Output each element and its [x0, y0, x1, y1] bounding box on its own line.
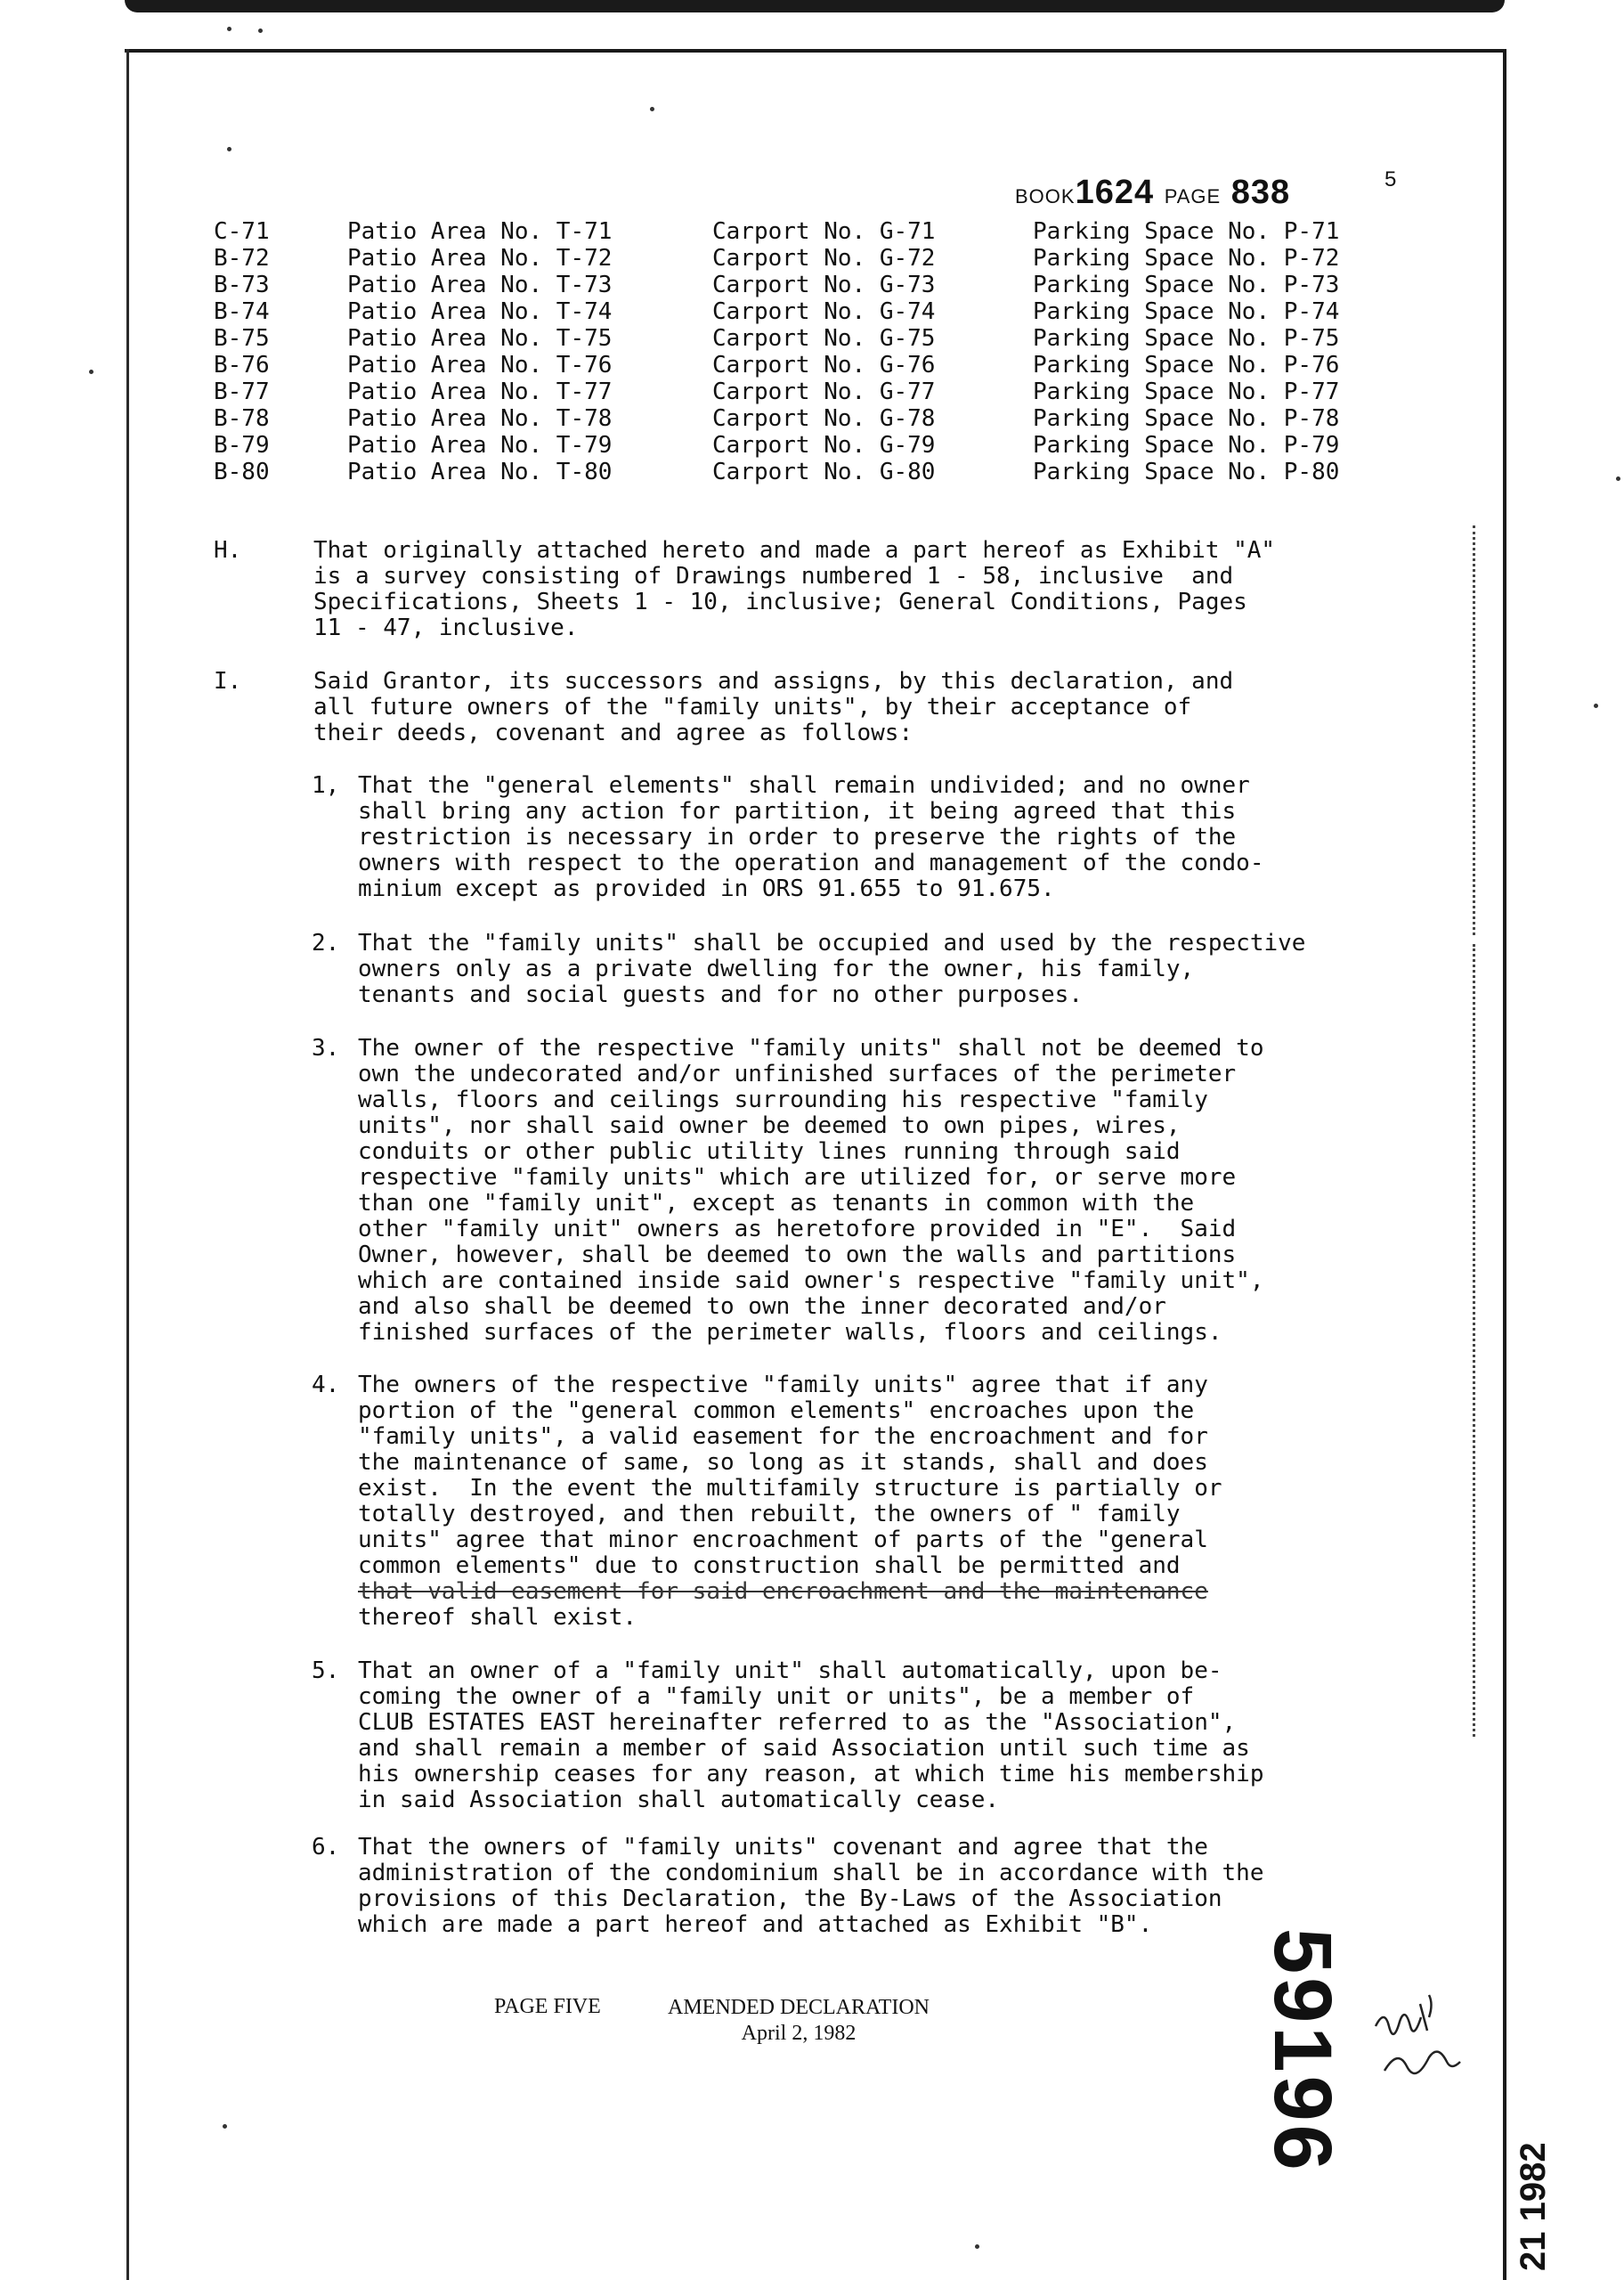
recording-date: 21 1982 [1514, 2142, 1553, 2271]
margin-dotted-line [1473, 525, 1479, 935]
carport-cell: Carport No. G-71 [712, 218, 936, 245]
page-prefix: PAGE [1164, 185, 1222, 208]
scan-speck [227, 27, 231, 31]
carport-cell: Carport No. G-79 [712, 432, 936, 459]
page-border-right [1503, 49, 1506, 2280]
carport-cell: Carport No. G-74 [712, 298, 936, 325]
carport-cell: Carport No. G-75 [712, 325, 936, 352]
patio-area-cell: Patio Area No. T-78 [347, 405, 613, 432]
page-number: 838 [1230, 174, 1291, 211]
item-text: The owner of the respective "family units" shall not be deemed to own the undecorated and/or unfinished surfaces of the perimeter walls, floors and ceilings surrounding his respective "family units", nor shall said owner be deemed to own pipes, wires, conduits or other public utility lines running through said respective "family units" which are utilized for, or serve more than one "family unit", except as tenants in common with the other "family unit" owners as heretofore provided in "E". Said Owner, however, shall be deemed to own the walls and partitions which are contained inside said owner's respective "family unit", and also shall be deemed to own the inner decorated and/or finished surfaces of the perimeter walls, floors and ceilings. [358, 1035, 1264, 1346]
patio-area-cell: Patio Area No. T-80 [347, 459, 613, 485]
carport-cell: Carport No. G-77 [712, 379, 936, 405]
unit-number-cell: B-72 [214, 245, 270, 272]
scan-speck [89, 370, 93, 374]
scan-speck [227, 147, 231, 151]
scan-speck [650, 107, 654, 111]
item-text: That an owner of a "family unit" shall automatically, upon be- coming the owner of a "family unit or units", be a member of CLUB ESTATES EAST hereinafter referred to as the "Association", and shall remain a member of said Association until such time as his ownership ceases for any reason, at which time his membership in said Association shall automatically cease. [358, 1657, 1264, 1813]
patio-area-cell: Patio Area No. T-79 [347, 432, 613, 459]
item-text: That the owners of "family units" covenant and agree that the administration of the condominium shall be in accordance with the provisions of this Declaration, the By-Laws of the Association which are made a part hereof and attached as Exhibit "B". [358, 1834, 1264, 1938]
item-number: 5. [312, 1657, 340, 1684]
footer-doc-title: AMENDED DECLARATION [668, 1996, 930, 2019]
item-text: That the "family units" shall be occupied and used by the respective owners only as a private dwelling for the owner, his family, tenants and social guests and for no other purposes. [358, 930, 1306, 1008]
footer-title-block [668, 1995, 930, 2047]
unit-number-cell: B-78 [214, 405, 270, 432]
carport-cell: Carport No. G-78 [712, 405, 936, 432]
unit-number-cell: B-75 [214, 325, 270, 352]
parking-space-cell: Parking Space No. P-73 [1033, 272, 1340, 298]
scan-speck [1616, 476, 1620, 481]
parking-space-cell: Parking Space No. P-79 [1033, 432, 1340, 459]
unit-number-cell: B-76 [214, 352, 270, 379]
parking-space-cell: Parking Space No. P-80 [1033, 459, 1340, 485]
item-number: 1, [312, 772, 340, 799]
recording-number-stamp [1257, 1928, 1358, 2174]
patio-area-cell: Patio Area No. T-74 [347, 298, 613, 325]
patio-area-cell: Patio Area No. T-77 [347, 379, 613, 405]
parking-space-cell: Parking Space No. P-74 [1033, 298, 1340, 325]
item-text: The owners of the respective "family units" agree that if any portion of the "general common elements" encroaches upon the "family units", a valid easement for the encroachment and for the maintenance of same, so long as it stands, shall and does exist. In the event the multifamily structure is partially or totally destroyed, and then rebuilt, the owners of " family units" agree that minor encroachment of parts of the "general common elements" due to construction shall be permitted and [358, 1372, 1222, 1579]
scan-speck [1594, 704, 1598, 708]
patio-area-cell: Patio Area No. T-72 [347, 245, 613, 272]
footer-page-label: PAGE FIVE [494, 1995, 601, 2018]
item-tail-text: thereof shall exist. [358, 1604, 637, 1631]
section-h-label: H. [214, 537, 242, 564]
item-struck-text: that valid easement for said encroachment and the maintenance [358, 1578, 1208, 1605]
carport-cell: Carport No. G-72 [712, 245, 936, 272]
item-number: 3. [312, 1035, 340, 1062]
unit-number-cell: B-79 [214, 432, 270, 459]
book-page-reference [1015, 174, 1290, 212]
margin-dotted-line [1473, 944, 1479, 1737]
item-text: That the "general elements" shall remain undivided; and no owner shall bring any action for partition, it being agreed that this restriction is necessary in order to preserve the rights of the owners with respect to the operation and management of the condo- minium except as provided in ORS 91.655 to 91.675. [358, 772, 1264, 902]
parking-space-cell: Parking Space No. P-77 [1033, 379, 1340, 405]
unit-number-cell: C-71 [214, 218, 270, 245]
parking-space-cell: Parking Space No. P-76 [1033, 352, 1340, 379]
parking-space-cell: Parking Space No. P-72 [1033, 245, 1340, 272]
footer-date: April 2, 1982 [741, 2022, 857, 2045]
unit-number-cell: B-73 [214, 272, 270, 298]
scan-top-bar [125, 0, 1505, 12]
patio-area-cell: Patio Area No. T-73 [347, 272, 613, 298]
recording-date-stamp [1514, 2120, 1558, 2271]
item-number: 2. [312, 930, 340, 957]
page-border-left [126, 49, 129, 2280]
parking-space-cell: Parking Space No. P-78 [1033, 405, 1340, 432]
scan-speck [223, 2124, 227, 2129]
scan-speck [975, 2244, 979, 2249]
parking-space-cell: Parking Space No. P-75 [1033, 325, 1340, 352]
item-number: 6. [312, 1834, 340, 1861]
book-number: 1624 [1075, 174, 1155, 211]
patio-area-cell: Patio Area No. T-76 [347, 352, 613, 379]
unit-number-cell: B-77 [214, 379, 270, 405]
item-number: 4. [312, 1372, 340, 1398]
section-i-label: I. [214, 668, 242, 695]
page-border-top [125, 49, 1506, 53]
patio-area-cell: Patio Area No. T-71 [347, 218, 613, 245]
handwritten-initials [1367, 1986, 1500, 2093]
unit-number-cell: B-74 [214, 298, 270, 325]
corner-page-number: 5 [1384, 167, 1397, 191]
carport-cell: Carport No. G-80 [712, 459, 936, 485]
unit-number-cell: B-80 [214, 459, 270, 485]
patio-area-cell: Patio Area No. T-75 [347, 325, 613, 352]
recording-number: 59196 [1257, 1928, 1348, 2174]
parking-space-cell: Parking Space No. P-71 [1033, 218, 1340, 245]
carport-cell: Carport No. G-76 [712, 352, 936, 379]
book-prefix: BOOK [1015, 185, 1076, 208]
section-i-text: Said Grantor, its successors and assigns, by this declaration, and all future owners of the "family units", by their acceptance of their deeds, covenant and agree as follows: [313, 668, 1234, 746]
carport-cell: Carport No. G-73 [712, 272, 936, 298]
section-h-text: That originally attached hereto and made a part hereof as Exhibit "A" is a survey consisting of Drawings numbered 1 - 58, inclusive and Specifications, Sheets 1 - 10, inclusive; General Conditions, Pages 11 - 47, inclusive. [313, 537, 1276, 641]
scan-speck [258, 28, 263, 33]
